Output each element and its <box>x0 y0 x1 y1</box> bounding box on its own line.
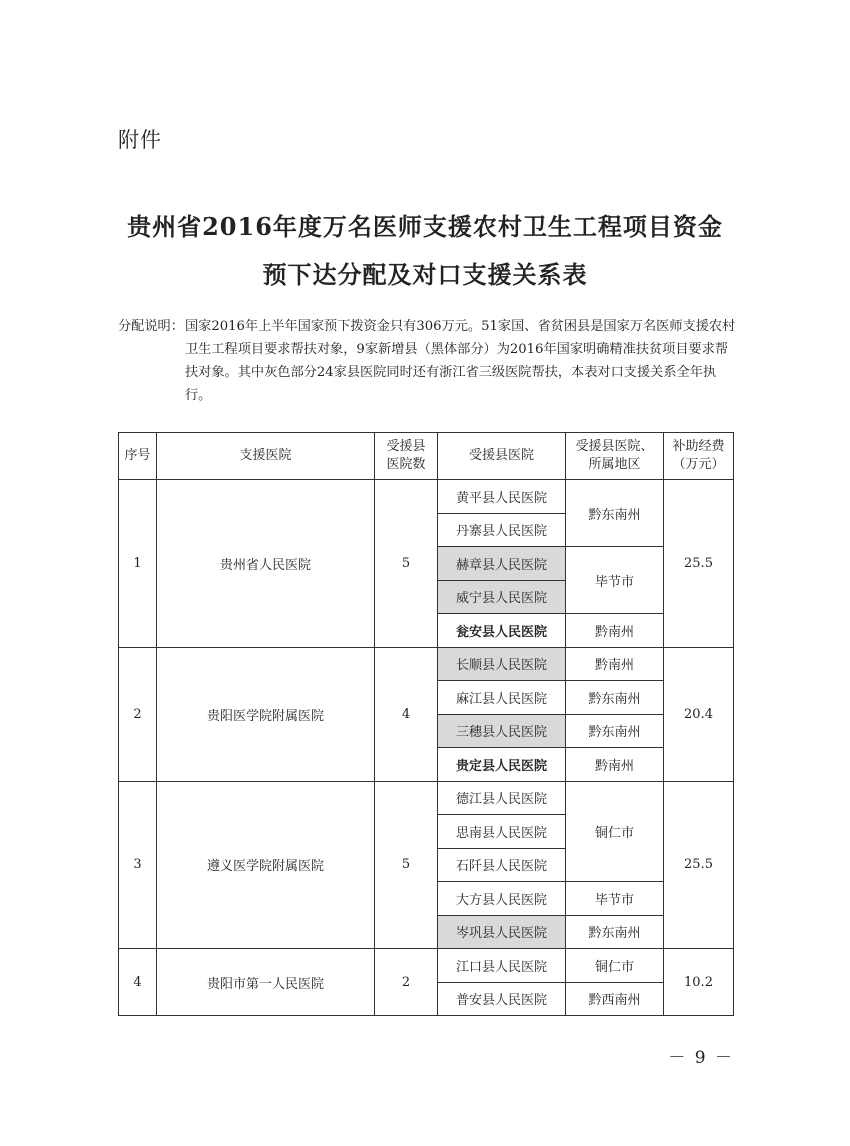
recipient-cell: 德江县人民医院 <box>438 781 566 815</box>
seq-cell: 4 <box>119 949 157 1016</box>
table-row <box>119 480 734 514</box>
recipient-cell: 石阡县人民医院 <box>438 848 566 882</box>
recipient-cell: 长顺县人民医院 <box>438 647 566 681</box>
recipient-cell: 岑巩县人民医院 <box>438 915 566 949</box>
region-cell: 铜仁市 <box>566 781 664 882</box>
region-cell: 黔南州 <box>566 748 664 782</box>
funding-cell: 25.5 <box>664 480 734 648</box>
table-row <box>119 949 734 983</box>
header-recipient: 受援县医院 <box>438 433 566 480</box>
allocation-table <box>118 432 734 1016</box>
recipient-cell: 丹寨县人民医院 <box>438 513 566 547</box>
recipient-cell: 瓮安县人民医院 <box>438 614 566 648</box>
region-cell: 黔西南州 <box>566 982 664 1016</box>
recipient-cell: 大方县人民医院 <box>438 882 566 916</box>
support-hospital-cell: 贵阳医学院附属医院 <box>157 647 375 781</box>
table-row <box>119 647 734 681</box>
header-funding <box>664 433 734 480</box>
region-cell: 黔南州 <box>566 614 664 648</box>
table-row <box>119 781 734 815</box>
region-cell: 黔东南州 <box>566 915 664 949</box>
support-hospital-cell: 贵州省人民医院 <box>157 480 375 648</box>
note-text: 国家2016年上半年国家预下拨资金只有306万元。51家国、省贫困县是国家万名医师支援农村卫生工程项目要求帮扶对象，9家新增县（黑体部分）为2016年国家明确精准扶贫项目要求帮扶对象。其中灰色部分24家县医院同时还有浙江省三级医院帮扶，本表对口支援关系全年执行。 <box>185 319 736 403</box>
support-hospital-cell: 贵阳市第一人民医院 <box>157 949 375 1016</box>
region-cell: 铜仁市 <box>566 949 664 983</box>
recipient-cell: 思南县人民医院 <box>438 815 566 849</box>
header-support-hospital: 支援医院 <box>157 433 375 480</box>
region-cell: 黔东南州 <box>566 714 664 748</box>
header-region <box>566 433 664 480</box>
support-hospital-cell: 遵义医学院附属医院 <box>157 781 375 949</box>
region-cell: 毕节市 <box>566 882 664 916</box>
count-cell: 2 <box>375 949 438 1016</box>
seq-cell: 3 <box>119 781 157 949</box>
region-cell: 黔东南州 <box>566 681 664 715</box>
attachment-label: 附件 <box>118 128 162 152</box>
table-header-row <box>119 433 734 480</box>
recipient-cell: 贵定县人民医院 <box>438 748 566 782</box>
region-cell: 毕节市 <box>566 547 664 614</box>
recipient-cell: 三穗县人民医院 <box>438 714 566 748</box>
recipient-cell: 威宁县人民医院 <box>438 580 566 614</box>
recipient-cell: 江口县人民医院 <box>438 949 566 983</box>
count-cell: 5 <box>375 781 438 949</box>
note-label: 分配说明： <box>118 319 184 334</box>
document-title-line2: 预下达分配及对口支援关系表 <box>262 260 588 289</box>
header-seq: 序号 <box>119 433 157 480</box>
region-cell: 黔东南州 <box>566 480 664 547</box>
header-count-text: 受援县医院数 <box>386 439 426 472</box>
recipient-cell: 普安县人民医院 <box>438 982 566 1016</box>
count-cell: 5 <box>375 480 438 648</box>
header-region-text: 受援县医院、所属地区 <box>575 439 654 472</box>
recipient-cell: 黄平县人民医院 <box>438 480 566 514</box>
funding-cell: 25.5 <box>664 781 734 949</box>
page-number: － 9 － <box>668 1048 734 1068</box>
count-cell: 4 <box>375 647 438 781</box>
seq-cell: 2 <box>119 647 157 781</box>
header-count <box>375 433 438 480</box>
funding-cell: 20.4 <box>664 647 734 781</box>
document-title-line1: 贵州省2016年度万名医师支援农村卫生工程项目资金 <box>127 212 723 241</box>
recipient-cell: 麻江县人民医院 <box>438 681 566 715</box>
region-cell: 黔南州 <box>566 647 664 681</box>
funding-cell: 10.2 <box>664 949 734 1016</box>
header-funding-text: 补助经费（万元） <box>672 439 725 472</box>
seq-cell: 1 <box>119 480 157 648</box>
recipient-cell: 赫章县人民医院 <box>438 547 566 581</box>
